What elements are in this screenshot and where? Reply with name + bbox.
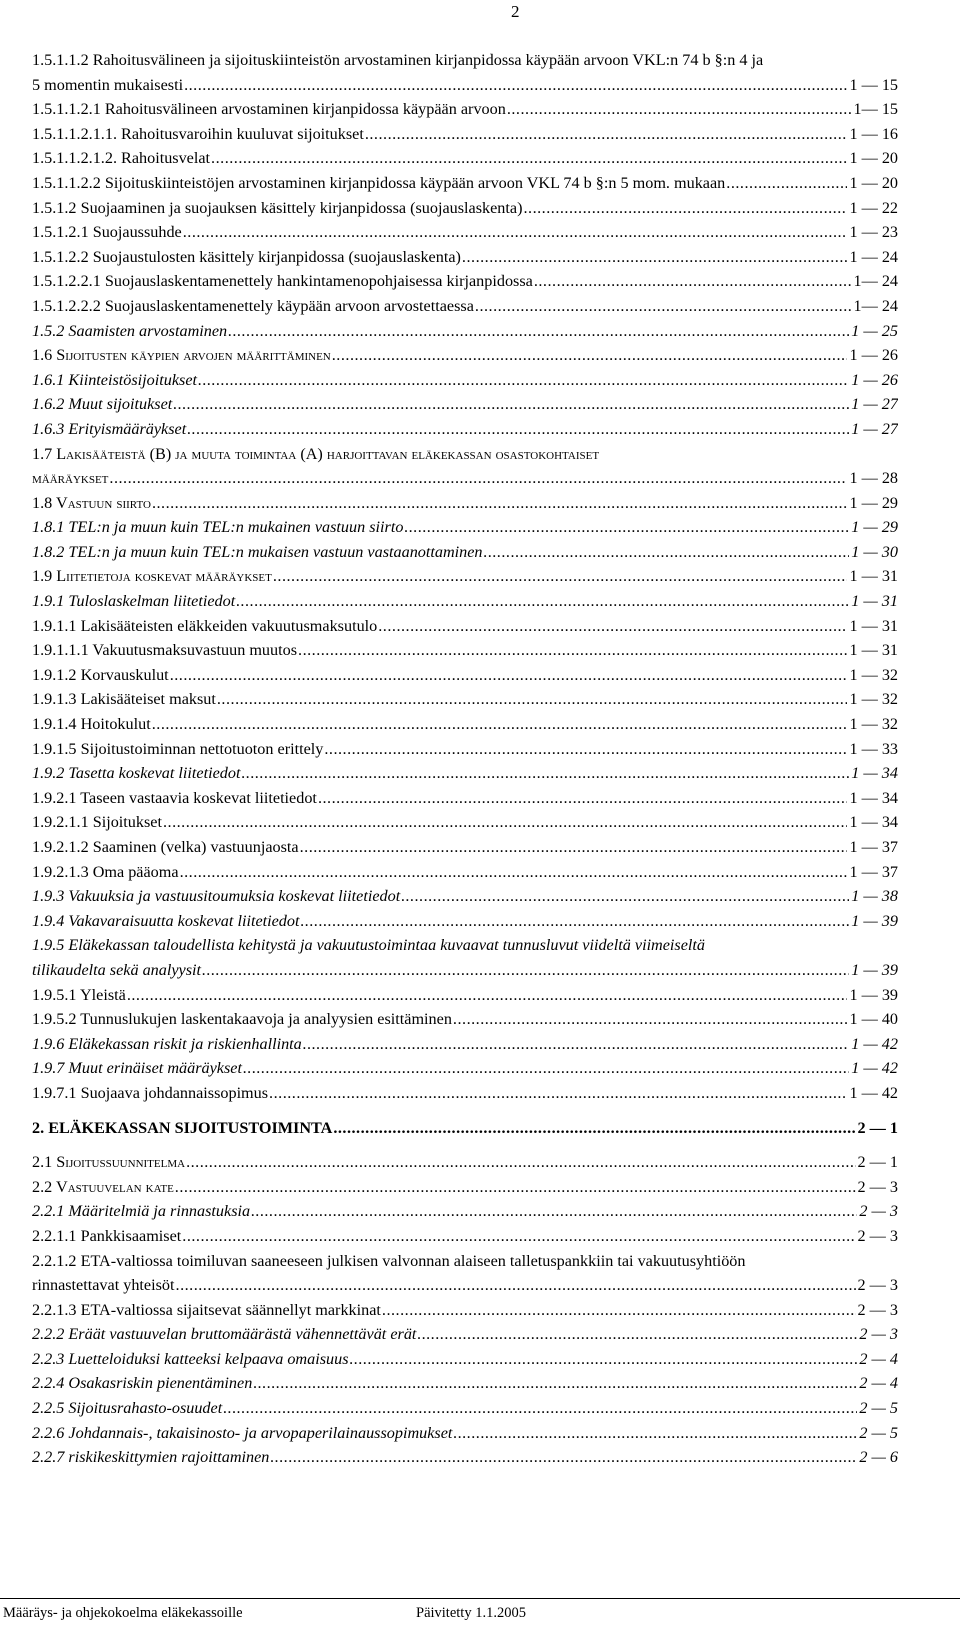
page-number: 2 bbox=[511, 2, 520, 21]
toc-entry[interactable] bbox=[32, 1298, 898, 1323]
toc-entry[interactable] bbox=[32, 1007, 898, 1032]
toc-entry-title: Liitetietoja koskevat määräykset bbox=[56, 567, 272, 586]
toc-entry-number: 1.9.1.1.1 bbox=[32, 641, 89, 660]
toc-entry-number: 1.6.1 bbox=[32, 370, 65, 389]
toc-dot-leader bbox=[217, 687, 848, 712]
toc-entry[interactable] bbox=[32, 712, 898, 737]
toc-entry[interactable] bbox=[32, 663, 898, 688]
toc-dot-leader bbox=[175, 1175, 856, 1200]
toc-entry-page: 1 — 34 bbox=[851, 764, 898, 783]
toc-entry-number: 2.2 bbox=[32, 1177, 53, 1196]
toc-entry-number: 1.9.5.1 bbox=[32, 985, 77, 1004]
toc-dot-leader bbox=[176, 1273, 856, 1298]
toc-entry[interactable] bbox=[32, 1421, 898, 1446]
toc-entry-page: 2 — 4 bbox=[859, 1374, 898, 1393]
toc-entry-number: 1.8.1 bbox=[32, 518, 65, 537]
toc-entry[interactable] bbox=[32, 1150, 898, 1175]
toc-entry-number: 1.9.7 bbox=[32, 1059, 65, 1078]
toc-dot-leader bbox=[333, 1116, 855, 1141]
toc-dot-leader bbox=[462, 245, 848, 270]
toc-entry-title: Sijoituskiinteistöjen arvostaminen kirjanpidossa käypään arvoon VKL 74 b §:n 5 mom. mukaan bbox=[104, 173, 726, 192]
toc-dot-leader bbox=[236, 589, 849, 614]
toc-entry-number: 1.9.2.1 bbox=[32, 788, 77, 807]
toc-entry-number: 1.5.1.1.2.1.1. bbox=[32, 124, 117, 143]
toc-entry-title: Vakuutusmaksuvastuun muutos bbox=[92, 641, 298, 660]
toc-entry-page: 1 — 39 bbox=[851, 960, 898, 979]
toc-dot-leader bbox=[365, 122, 848, 147]
toc-entry[interactable] bbox=[32, 761, 898, 786]
toc-entry[interactable] bbox=[32, 294, 898, 319]
toc-entry[interactable] bbox=[32, 860, 898, 885]
toc-entry-number: 1.9.6 bbox=[32, 1034, 65, 1053]
toc-entry-number: 1.5.2 bbox=[32, 321, 65, 340]
toc-entry-page: 1 — 24 bbox=[849, 247, 898, 266]
toc-dot-leader bbox=[324, 737, 847, 762]
toc-entry-page: 1 — 31 bbox=[849, 567, 898, 586]
toc-entry-number: 1.8 bbox=[32, 493, 53, 512]
toc-entry[interactable] bbox=[32, 1175, 898, 1200]
toc-entry[interactable] bbox=[32, 614, 898, 639]
toc-dot-leader bbox=[170, 663, 848, 688]
toc-entry-number: 1.6 bbox=[32, 346, 53, 365]
toc-entry[interactable] bbox=[32, 835, 898, 860]
toc-entry-page: 1 — 30 bbox=[851, 542, 898, 561]
toc-entry-title: TEL:n ja muun kuin TEL:n mukaisen vastuun vastaanottaminen bbox=[68, 542, 483, 561]
toc-entry-title: Sijoitusten käypien arvojen määrittäminen bbox=[56, 346, 331, 365]
toc-entry[interactable] bbox=[32, 540, 898, 565]
toc-entry[interactable] bbox=[32, 171, 898, 196]
toc-entry[interactable] bbox=[32, 1199, 898, 1224]
toc-entry[interactable] bbox=[32, 983, 898, 1008]
toc-entry-title: Eräät vastuuvelan bruttomäärästä vähennettävät erät bbox=[68, 1325, 417, 1344]
toc-entry-number: 1.7 bbox=[32, 444, 53, 463]
toc-entry[interactable] bbox=[32, 1396, 898, 1421]
toc-entry-page: 1 — 26 bbox=[849, 346, 898, 365]
toc-entry-title: Vakuuksia ja vastuusitoumuksia koskevat liitetiedot bbox=[68, 887, 401, 906]
toc-entry-page: 1— 24 bbox=[853, 296, 898, 315]
toc-entry-number: 1.8.2 bbox=[32, 542, 65, 561]
toc-entry[interactable] bbox=[32, 589, 898, 614]
toc-entry-number: 1.9.1.5 bbox=[32, 739, 77, 758]
toc-entry-firstline bbox=[32, 48, 898, 73]
toc-entry-title: Luetteloiduksi katteeksi kelpaava omaisuus bbox=[68, 1349, 349, 1368]
toc-entry-number: 1.9.2.1.3 bbox=[32, 862, 89, 881]
toc-entry-number: 1.6.2 bbox=[32, 395, 65, 414]
toc-entry-title: ETA-valtiossa toimiluvan saaneeseen julkisen valvonnan alaiseen talletuspankkiin tai vakuutusyhtiöön bbox=[80, 1251, 746, 1270]
toc-dot-leader bbox=[484, 540, 850, 565]
toc-entry-title: Rahoitusvaroihin kuuluvat sijoitukset bbox=[121, 124, 364, 143]
toc-entry-title: Sijoitussuunnitelma bbox=[56, 1153, 186, 1172]
toc-entry[interactable] bbox=[32, 97, 898, 122]
toc-entry-title: Suojaussuhde bbox=[92, 223, 182, 242]
toc-entry-number: 2.2.7 bbox=[32, 1448, 65, 1467]
toc-dot-leader bbox=[180, 860, 848, 885]
toc-entry-title: Vastuun siirto bbox=[56, 493, 151, 512]
toc-entry-page: 1 — 38 bbox=[851, 887, 898, 906]
toc-entry-number: 1.9.1.3 bbox=[32, 690, 77, 709]
toc-dot-leader bbox=[182, 1224, 855, 1249]
toc-entry-firstline bbox=[32, 1249, 898, 1274]
toc-dot-leader bbox=[152, 491, 848, 516]
toc-entry[interactable] bbox=[32, 1081, 898, 1106]
toc-entry-title: Tasetta koskevat liitetiedot bbox=[68, 764, 241, 783]
toc-entry-title: Johdannais-, takaisinosto- ja arvopaperilainaussopimukset bbox=[68, 1423, 453, 1442]
toc-entry-page: 2 — 3 bbox=[859, 1325, 898, 1344]
toc-entry-number: 1.5.1.1.2.2 bbox=[32, 173, 101, 192]
toc-entry[interactable] bbox=[32, 909, 898, 934]
toc-entry-title: Suojauslaskentamenettely käypään arvoon arvostettaessa bbox=[104, 296, 474, 315]
toc-entry-number: 1.9.1.2 bbox=[32, 665, 77, 684]
toc-dot-leader bbox=[453, 1421, 857, 1446]
toc-entry-firstline bbox=[32, 933, 898, 958]
toc-entry[interactable] bbox=[32, 687, 898, 712]
toc-dot-leader bbox=[152, 712, 848, 737]
toc-entry-page: 1 — 42 bbox=[851, 1059, 898, 1078]
toc-entry-page: 2 — 6 bbox=[859, 1448, 898, 1467]
toc-dot-leader bbox=[211, 146, 847, 171]
toc-entry-number: 1.5.1.2 bbox=[32, 198, 77, 217]
toc-entry[interactable] bbox=[32, 1249, 898, 1298]
toc-dot-leader bbox=[223, 1396, 857, 1421]
toc-dot-leader bbox=[183, 220, 848, 245]
toc-dot-leader bbox=[269, 1081, 847, 1106]
toc-entry-page: 1 — 42 bbox=[851, 1034, 898, 1053]
toc-entry-page: 2 — 1 bbox=[857, 1153, 898, 1172]
toc-entry-number: 1.9.1 bbox=[32, 592, 65, 611]
toc-entry-number: 1.9.3 bbox=[32, 887, 65, 906]
toc-entry[interactable] bbox=[32, 368, 898, 393]
toc-entry[interactable] bbox=[32, 146, 898, 171]
toc-entry-number: 1.9.5.2 bbox=[32, 1010, 77, 1029]
toc-entry-page: 1 — 15 bbox=[849, 75, 898, 94]
toc-entry-title-continued: määräykset bbox=[32, 469, 109, 488]
toc-entry-page: 1 — 26 bbox=[851, 370, 898, 389]
toc-entry-page: 1 — 28 bbox=[849, 469, 898, 488]
toc-entry-number: 1.5.1.2.1 bbox=[32, 223, 89, 242]
toc-dot-leader bbox=[507, 97, 852, 122]
toc-entry-title: Lakisääteistä (B) ja muuta toimintaa (A) harjoittavan eläkekassan osastokohtaiset bbox=[56, 444, 600, 463]
toc-entry-number: 1.9.1.4 bbox=[32, 715, 77, 734]
toc-dot-leader bbox=[350, 1347, 858, 1372]
toc-entry-page: 1 — 33 bbox=[849, 739, 898, 758]
toc-entry-title: Suojauslaskentamenettely hankintamenopohjaisessa kirjanpidossa bbox=[104, 272, 533, 291]
toc-dot-leader bbox=[404, 515, 849, 540]
toc-dot-leader bbox=[303, 1032, 849, 1057]
toc-entry-title-continued: tilikaudelta sekä analyysit bbox=[32, 960, 202, 979]
toc-entry-page: 1 — 27 bbox=[851, 395, 898, 414]
toc-entry[interactable] bbox=[32, 1322, 898, 1347]
toc-dot-leader bbox=[228, 319, 849, 344]
toc-entry[interactable] bbox=[32, 1116, 898, 1141]
toc-dot-leader bbox=[251, 1199, 857, 1224]
toc-entry[interactable] bbox=[32, 343, 898, 368]
toc-entry-page: 1 — 25 bbox=[851, 321, 898, 340]
toc-dot-leader bbox=[198, 368, 849, 393]
toc-entry-page: 2 — 3 bbox=[857, 1276, 898, 1295]
toc-entry[interactable] bbox=[32, 417, 898, 442]
toc-entry-number: 2.2.2 bbox=[32, 1325, 65, 1344]
toc-entry-number: 1.5.1.2.2.2 bbox=[32, 296, 101, 315]
toc-dot-leader bbox=[270, 1445, 857, 1470]
toc-entry[interactable] bbox=[32, 638, 898, 663]
toc-entry[interactable] bbox=[32, 196, 898, 221]
toc-dot-leader bbox=[163, 810, 847, 835]
toc-dot-leader bbox=[298, 638, 847, 663]
toc-entry-title: Erityismääräykset bbox=[68, 419, 187, 438]
toc-dot-leader bbox=[475, 294, 852, 319]
toc-entry-page: 2 — 3 bbox=[857, 1226, 898, 1245]
toc-entry[interactable] bbox=[32, 1056, 898, 1081]
toc-entry[interactable] bbox=[32, 319, 898, 344]
toc-entry-firstline bbox=[32, 442, 898, 467]
toc-dot-leader bbox=[173, 392, 849, 417]
toc-entry-number: 2.2.1 bbox=[32, 1202, 65, 1221]
toc-dot-leader bbox=[186, 1150, 855, 1175]
toc-dot-leader bbox=[127, 983, 848, 1008]
toc-entry-number: 1.9.2 bbox=[32, 764, 65, 783]
toc-entry-title: Lakisääteisten eläkkeiden vakuutusmaksutulo bbox=[80, 616, 378, 635]
toc-entry-title: Taseen vastaavia koskevat liitetiedot bbox=[80, 788, 317, 807]
toc-dot-leader bbox=[417, 1322, 857, 1347]
toc-entry-page: 1 — 27 bbox=[851, 419, 898, 438]
toc-entry-page: 1 — 31 bbox=[849, 641, 898, 660]
footer-publication-title: Määräys- ja ohjekokoelma eläkekassoille bbox=[3, 1605, 243, 1621]
toc-entry-title: Pankkisaamiset bbox=[80, 1226, 182, 1245]
toc-entry[interactable] bbox=[32, 1371, 898, 1396]
toc-dot-leader bbox=[726, 171, 847, 196]
toc-entry-number: 1.9.5 bbox=[32, 936, 65, 955]
toc-entry-title: Osakasriskin pienentäminen bbox=[68, 1374, 253, 1393]
toc-entry-title: ELÄKEKASSAN SIJOITUSTOIMINTA bbox=[48, 1118, 333, 1137]
toc-entry-page: 1 — 37 bbox=[849, 838, 898, 856]
toc-entry-title-continued: 5 momentin mukaisesti bbox=[32, 75, 184, 94]
toc-entry[interactable] bbox=[32, 515, 898, 540]
toc-entry-title: Rahoitusvälineen ja sijoituskiinteistön arvostaminen kirjanpidossa käypään arvoon VKL:n 74 b §:n 4 ja bbox=[92, 51, 764, 69]
toc-entry-title: Kiinteistösijoitukset bbox=[68, 370, 198, 389]
toc-dot-leader bbox=[202, 958, 849, 983]
toc-entry-page: 2 — 3 bbox=[859, 1202, 898, 1221]
toc-entry-page: 1— 24 bbox=[853, 272, 898, 291]
toc-entry-page: 1 — 32 bbox=[849, 665, 898, 684]
toc-entry[interactable] bbox=[32, 786, 898, 811]
toc-entry-title: Muut erinäiset määräykset bbox=[68, 1059, 242, 1078]
toc-entry-title: Eläkekassan taloudellista kehitystä ja vakuutustoimintaa kuvaavat tunnusluvut viideltä viimeiseltä bbox=[68, 936, 706, 955]
toc-dot-leader bbox=[523, 196, 847, 221]
toc-entry-title: Saamisten arvostaminen bbox=[68, 321, 228, 340]
toc-entry-title: Määritelmiä ja rinnastuksia bbox=[68, 1202, 251, 1221]
toc-entry-title: Lakisääteiset maksut bbox=[80, 690, 216, 709]
toc-entry[interactable] bbox=[32, 884, 898, 909]
toc-entry[interactable] bbox=[32, 48, 898, 97]
toc-entry-title: Hoitokulut bbox=[80, 715, 151, 734]
toc-entry[interactable] bbox=[32, 1445, 898, 1470]
toc-entry-number: 2.2.1.1 bbox=[32, 1226, 77, 1245]
toc-entry-number: 1.5.1.2.2.1 bbox=[32, 272, 101, 291]
toc-entry-title: ETA-valtiossa sijaitsevat säännellyt markkinat bbox=[80, 1300, 381, 1319]
toc-entry-page: 1 — 32 bbox=[849, 715, 898, 734]
toc-entry[interactable] bbox=[32, 1032, 898, 1057]
toc-entry-page: 1 — 34 bbox=[849, 813, 898, 832]
toc-entry-page: 2 — 5 bbox=[859, 1423, 898, 1442]
toc-dot-leader bbox=[332, 343, 848, 368]
toc-entry-title: Vakavaraisuutta koskevat liitetiedot bbox=[68, 911, 300, 930]
toc-entry[interactable] bbox=[32, 564, 898, 589]
toc-dot-leader bbox=[109, 466, 847, 491]
toc-entry-title: Eläkekassan riskit ja riskienhallinta bbox=[68, 1034, 302, 1053]
toc-entry-title: Tunnuslukujen laskentakaavoja ja analyysien esittäminen bbox=[80, 1010, 452, 1029]
toc-entry-page: 1 — 23 bbox=[849, 223, 898, 242]
toc-dot-leader bbox=[253, 1371, 857, 1396]
toc-dot-leader bbox=[382, 1298, 856, 1323]
toc-entry-page: 2 — 5 bbox=[859, 1399, 898, 1418]
toc-entry[interactable] bbox=[32, 122, 898, 147]
toc-entry-number: 1.9.1.1 bbox=[32, 616, 77, 635]
toc-entry-title: riskikeskittymien rajoittaminen bbox=[68, 1448, 270, 1467]
toc-dot-leader bbox=[453, 1007, 848, 1032]
toc-entry-page: 2 — 3 bbox=[857, 1177, 898, 1196]
toc-entry-page: 2 — 3 bbox=[857, 1300, 898, 1319]
toc-entry-title-continued: rinnastettavat yhteisöt bbox=[32, 1276, 175, 1295]
toc-entry-title: Tuloslaskelman liitetiedot bbox=[68, 592, 236, 611]
toc-entry-page: 1 — 42 bbox=[849, 1083, 898, 1102]
toc-entry-page: 1 — 40 bbox=[849, 1010, 898, 1029]
toc-entry-page: 2 — 4 bbox=[859, 1349, 898, 1368]
toc-entry-number: 1.5.1.1.2.1 bbox=[32, 100, 101, 119]
toc-entry-title: Suojaaminen ja suojauksen käsittely kirjanpidossa (suojauslaskenta) bbox=[80, 198, 523, 217]
toc-entry-page: 1 — 20 bbox=[849, 173, 898, 192]
toc-entry-page: 1 — 32 bbox=[849, 690, 898, 709]
toc-entry-title: Saaminen (velka) vastuunjaosta bbox=[92, 838, 299, 856]
toc-entry-number: 1.9.7.1 bbox=[32, 1083, 77, 1102]
toc-dot-leader bbox=[378, 614, 847, 639]
toc-entry-page: 2 — 1 bbox=[857, 1118, 898, 1137]
table-of-contents bbox=[32, 48, 898, 1470]
toc-entry-page: 1 — 20 bbox=[849, 149, 898, 168]
toc-entry[interactable] bbox=[32, 245, 898, 270]
toc-entry[interactable] bbox=[32, 491, 898, 516]
toc-entry-number: 1.6.3 bbox=[32, 419, 65, 438]
toc-entry-title: Sijoitukset bbox=[92, 813, 162, 832]
toc-entry-page: 1 — 29 bbox=[851, 518, 898, 537]
toc-dot-leader bbox=[273, 564, 848, 589]
toc-entry[interactable] bbox=[32, 933, 898, 982]
toc-entry-page: 1 — 34 bbox=[849, 788, 898, 807]
footer-divider bbox=[0, 1598, 960, 1599]
toc-entry-title: Sijoitusrahasto-osuudet bbox=[68, 1399, 223, 1418]
toc-entry-page: 1 — 22 bbox=[849, 198, 898, 217]
toc-entry[interactable] bbox=[32, 1224, 898, 1249]
toc-dot-leader bbox=[534, 269, 852, 294]
toc-entry-number: 1.5.1.1.2 bbox=[32, 51, 89, 69]
toc-entry-number: 1.5.1.2.2 bbox=[32, 247, 89, 266]
toc-entry-number: 2. bbox=[32, 1118, 45, 1137]
toc-entry-page: 1 — 39 bbox=[851, 911, 898, 930]
toc-entry-number: 2.2.6 bbox=[32, 1423, 65, 1442]
toc-dot-leader bbox=[401, 884, 849, 909]
toc-entry[interactable] bbox=[32, 737, 898, 762]
toc-entry-title: Korvauskulut bbox=[80, 665, 169, 684]
toc-entry-page: 1— 15 bbox=[853, 100, 898, 119]
toc-entry-page: 1 — 29 bbox=[849, 493, 898, 512]
toc-entry-title: Oma pääoma bbox=[92, 862, 179, 881]
toc-entry-number: 2.2.5 bbox=[32, 1399, 65, 1418]
toc-entry-title: Suojaava johdannaissopimus bbox=[80, 1083, 269, 1102]
toc-entry-number: 2.2.1.3 bbox=[32, 1300, 77, 1319]
toc-entry-title: Suojaustulosten käsittely kirjanpidossa (suojauslaskenta) bbox=[92, 247, 461, 266]
toc-entry-title: Muut sijoitukset bbox=[68, 395, 173, 414]
toc-entry-title: Rahoitusvelat bbox=[121, 149, 211, 168]
footer-updated-date: Päivitetty 1.1.2005 bbox=[416, 1605, 526, 1621]
toc-entry-number: 1.9.2.1.1 bbox=[32, 813, 89, 832]
toc-entry-number: 1.9.2.1.2 bbox=[32, 838, 89, 856]
toc-dot-leader bbox=[243, 1056, 849, 1081]
toc-entry[interactable] bbox=[32, 392, 898, 417]
toc-dot-leader bbox=[184, 73, 847, 98]
toc-entry-page: 1 — 37 bbox=[849, 862, 898, 881]
toc-entry-number: 2.2.4 bbox=[32, 1374, 65, 1393]
toc-dot-leader bbox=[318, 786, 848, 811]
toc-dot-leader bbox=[300, 835, 848, 860]
toc-entry-number: 1.9.4 bbox=[32, 911, 65, 930]
toc-entry-title: Yleistä bbox=[79, 985, 126, 1004]
toc-entry-title: Sijoitustoiminnan nettotuoton erittely bbox=[80, 739, 324, 758]
toc-entry-number: 1.5.1.1.2.1.2. bbox=[32, 149, 117, 168]
toc-entry[interactable] bbox=[32, 269, 898, 294]
toc-entry[interactable] bbox=[32, 810, 898, 835]
toc-entry[interactable] bbox=[32, 1347, 898, 1372]
toc-entry-page: 1 — 31 bbox=[851, 592, 898, 611]
toc-entry-number: 2.2.3 bbox=[32, 1349, 65, 1368]
toc-entry-page: 1 — 31 bbox=[849, 616, 898, 635]
toc-entry-title: TEL:n ja muun kuin TEL:n mukainen vastuun siirto bbox=[68, 518, 404, 537]
toc-dot-leader bbox=[187, 417, 849, 442]
toc-entry-number: 2.2.1.2 bbox=[32, 1251, 77, 1270]
toc-entry-page: 1 — 16 bbox=[849, 124, 898, 143]
toc-entry-number: 2.1 bbox=[32, 1153, 53, 1172]
toc-entry[interactable] bbox=[32, 442, 898, 491]
toc-dot-leader bbox=[241, 761, 849, 786]
toc-entry-page: 1 — 39 bbox=[849, 985, 898, 1004]
toc-entry[interactable] bbox=[32, 220, 898, 245]
toc-entry-title: Vastuuvelan kate bbox=[56, 1177, 174, 1196]
toc-entry-title: Rahoitusvälineen arvostaminen kirjanpidossa käypään arvoon bbox=[104, 100, 506, 119]
toc-entry-number: 1.9 bbox=[32, 567, 53, 586]
toc-dot-leader bbox=[301, 909, 850, 934]
